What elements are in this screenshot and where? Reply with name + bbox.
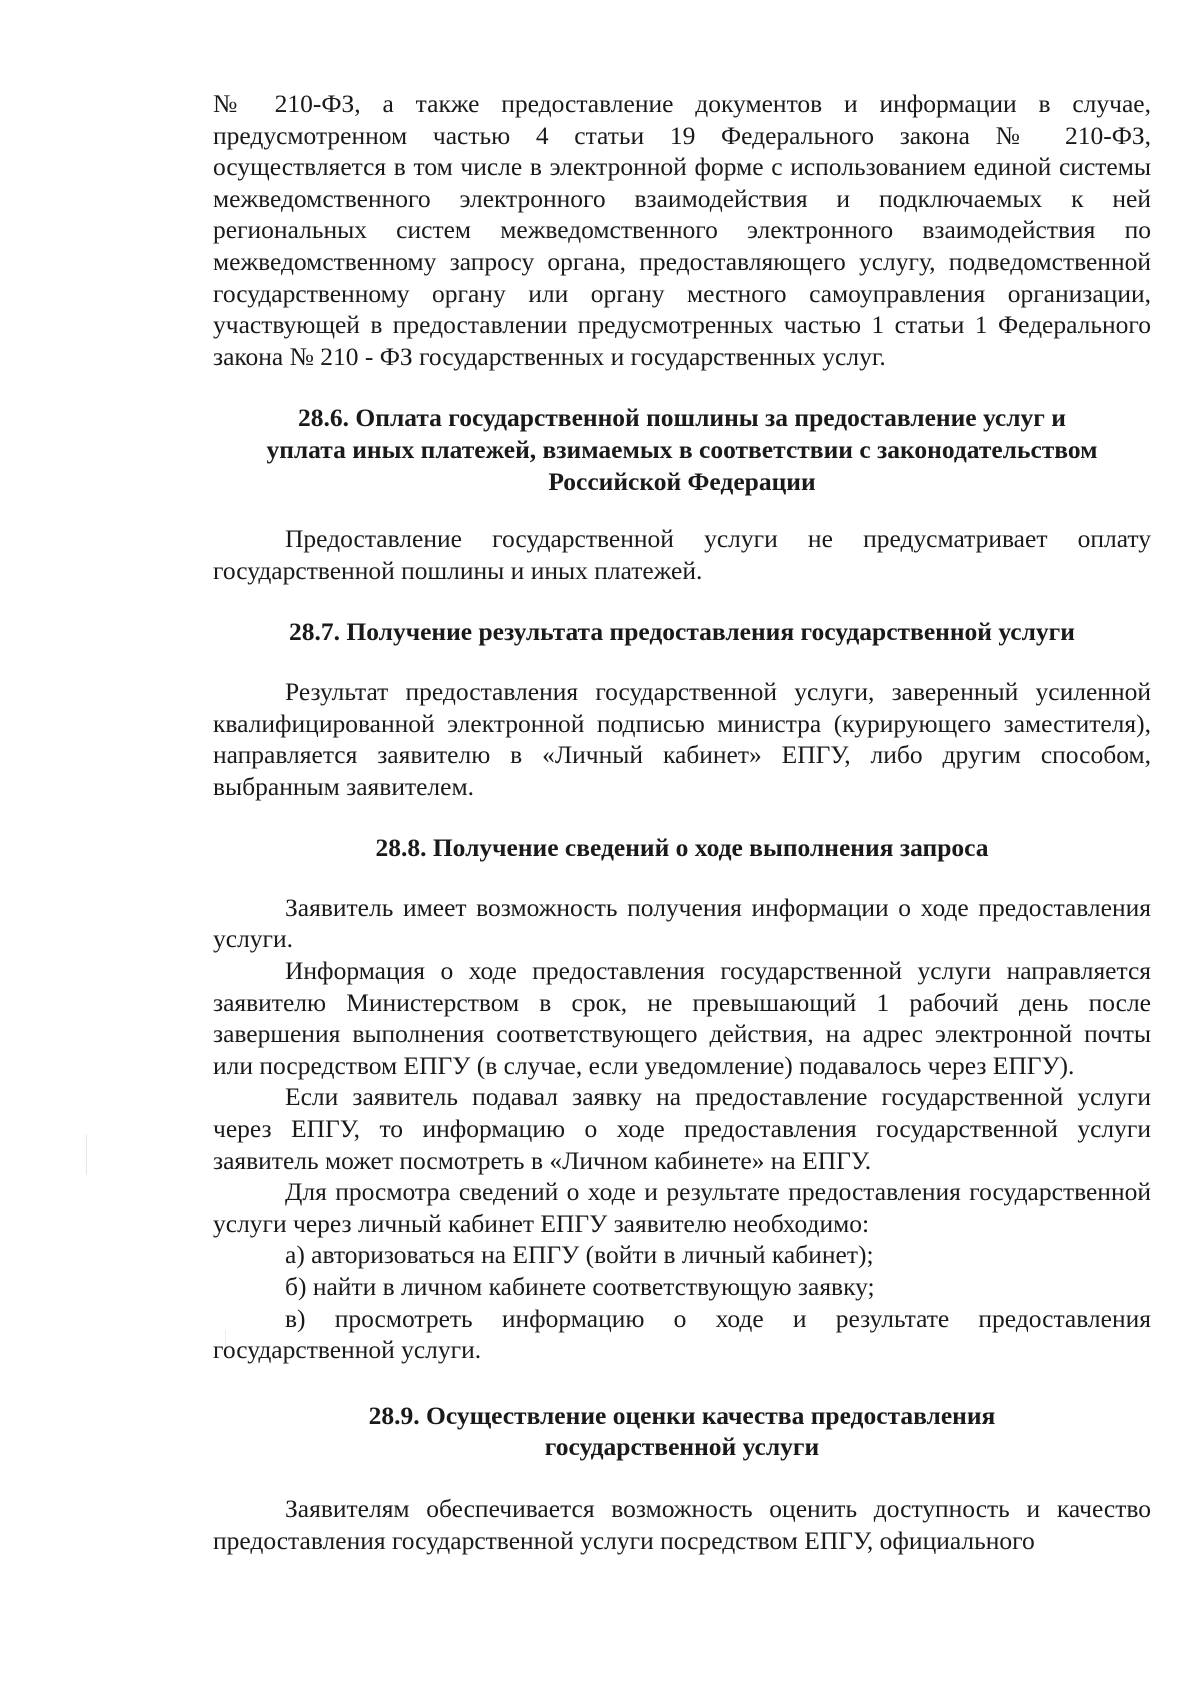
section-heading-28-7: 28.7. Получение результата предоставления государственной услуги [289, 617, 1075, 647]
section-28-9-paragraph: Заявителям обеспечивается возможность оценить доступность и качество предоставления государственной услуги посредством ЕПГУ, официального [213, 1493, 1151, 1555]
section-28-6-paragraph: Предоставление государственной услуги не предусматривает оплату государственной пошлины и иных платежей. [213, 524, 1151, 585]
heading-line: государственной услуги [544, 1432, 820, 1462]
section-28-8-paragraph-4: Для просмотра сведений о ходе и результате предоставления государственной услуги через личный кабинет ЕПГУ заявителю необходимо: [213, 1177, 1151, 1238]
document-body [213, 88, 1151, 1556]
section-28-8-paragraph-2: Информация о ходе предоставления государственной услуги направляется заявителю Министерством в срок, не превышающий 1 рабочий день после завершения выполнения соответствующего действия, на адрес электронной почты или посредством ЕПГУ (в случае, если уведомление) подавалось через ЕПГУ). [213, 956, 1151, 1080]
scan-artifact [86, 1135, 87, 1175]
list-item-a: а) авторизоваться на ЕПГУ (войти в личный кабинет); [285, 1240, 874, 1270]
section-heading-28-6 [213, 402, 1151, 497]
opening-paragraph: № 210-ФЗ, а также предоставление документов и информации в случае, предусмотренном частью 4 статьи 19 Федерального закона № 210-ФЗ, осуществляется в том числе в электронной форме с использованием единой системы межведомственного электронного взаимодействия и подключаемых к ней региональных систем межведомственного электронного взаимодействия по межведомственному запросу органа, предоставляющего услугу, подведомственной государственному органу или органу местного самоуправления организации, участвующей в предоставлении предусмотренных частью 1 статьи 1 Федерального закона № 210 - ФЗ государственных и государственных услуг. [213, 89, 1151, 371]
section-28-8-paragraph-3: Если заявитель подавал заявку на предоставление государственной услуги через ЕПГУ, то информацию о ходе предоставления государственной услуги заявитель может посмотреть в «Личном кабинете» на ЕПГУ. [213, 1082, 1151, 1175]
heading-line: 28.6. Оплата государственной пошлины за предоставление услуг и [298, 403, 1066, 433]
heading-line: 28.9. Осуществление оценки качества предоставления [368, 1400, 996, 1430]
section-heading-28-8: 28.8. Получение сведений о ходе выполнения запроса [375, 833, 989, 863]
heading-line: уплата иных платежей, взимаемых в соответствии с законодательством [266, 434, 1098, 464]
heading-line: Российской Федерации [548, 466, 816, 496]
section-28-7-paragraph: Результат предоставления государственной услуги, заверенный усиленной квалифицированной электронной подписью министра (курирующего заместителя), направляется заявителю в «Личный кабинет» ЕПГУ, либо другим способом, выбранным заявителем. [213, 676, 1151, 801]
section-28-8-paragraph-1: Заявитель имеет возможность получения информации о ходе предоставления услуги. [213, 892, 1151, 954]
list-item-c: в) просмотреть информацию о ходе и результате предоставления государственной услуги. [213, 1303, 1151, 1365]
section-heading-28-9 [213, 1400, 1151, 1463]
list-item-b: б) найти в личном кабинете соответствующую заявку; [285, 1272, 875, 1301]
